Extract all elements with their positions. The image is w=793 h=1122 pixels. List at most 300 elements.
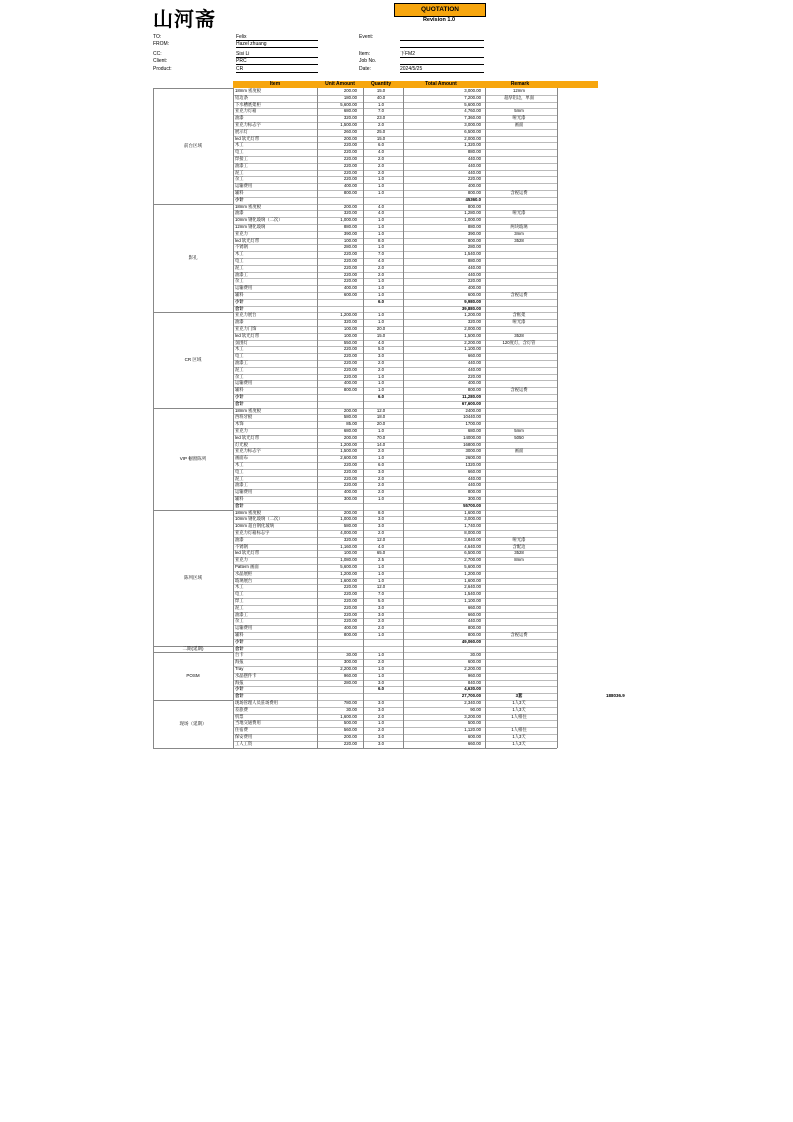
cell-total: 800.00 — [467, 387, 481, 393]
cell-qty: 1.0 — [378, 380, 384, 386]
cell-item: 油漆工 — [235, 360, 248, 365]
cell-unit: 85.00 — [346, 421, 357, 427]
cell-unit: 100.00 — [343, 326, 357, 331]
cell-qty: 6.0 — [378, 462, 384, 467]
cell-item: 亚克力标志字 — [235, 448, 261, 454]
cell-total: 2,000.00 — [464, 135, 481, 141]
cell-qty: 2.0 — [378, 530, 384, 535]
cell-item: 辅料 — [235, 496, 244, 501]
cell-remark: 3mm — [514, 230, 524, 236]
cell-total: 1,100.00 — [464, 346, 481, 352]
cell-unit: 2,600.00 — [340, 455, 357, 461]
cell-total: 30.00 — [470, 652, 481, 658]
cell-unit: 220.00 — [343, 142, 357, 148]
cell-unit: 220.00 — [343, 611, 357, 617]
cell-item: 泥工 — [235, 475, 244, 481]
cell-total: 1,540.00 — [464, 591, 481, 597]
cell-unit: 220.00 — [343, 278, 357, 284]
cell-qty: 14.0 — [376, 441, 386, 447]
cell-unit: 220.00 — [343, 360, 357, 365]
cc-label: CC: — [153, 51, 162, 57]
cell-qty: 1.0 — [378, 292, 384, 297]
cell-remark — [483, 136, 555, 143]
cell-qty: 4.0 — [378, 203, 384, 209]
from-value: Hazel zhuang — [236, 41, 267, 47]
cell-remark — [483, 102, 555, 109]
cell-item: 亚克力 — [235, 428, 248, 433]
cell-total: 6,500.00 — [464, 128, 481, 134]
cell-qty: 1.0 — [378, 224, 384, 229]
cell-remark: 含框架 — [512, 312, 526, 318]
cell-unit — [317, 306, 357, 313]
cell-unit: 200.00 — [343, 434, 357, 440]
cell-remark — [483, 197, 555, 204]
cell-item: led 软光灯带 — [235, 434, 260, 440]
cell-item: 小计 — [235, 298, 244, 304]
cell-remark — [483, 374, 555, 381]
cell-qty — [363, 306, 399, 313]
cell-remark — [483, 482, 555, 489]
cell-qty: 1.0 — [378, 632, 384, 637]
cell-item: 差旅费 — [235, 706, 248, 712]
cell-item: 铝边条 — [235, 94, 248, 100]
cell-unit: 400.00 — [343, 489, 357, 495]
cell-total: 400.00 — [467, 183, 481, 189]
cell-qty: 7.0 — [378, 108, 384, 114]
cell-total: 1320.00 — [465, 462, 481, 467]
cell-unit: 220.00 — [343, 618, 357, 624]
cell-qty: 2.0 — [378, 264, 384, 270]
cell-item: 水晶摆件卡 — [235, 672, 257, 678]
cell-remark — [483, 455, 555, 462]
cell-unit: 800.00 — [343, 632, 357, 637]
cell-item: 海报 — [235, 659, 244, 665]
cell-unit: 100.00 — [343, 237, 357, 243]
cell-item: Tray — [235, 666, 244, 671]
cell-remark: 含税运费 — [510, 190, 528, 195]
cell-remark — [483, 149, 555, 156]
cell-item: Pattern 画面 — [235, 564, 259, 569]
cell-unit: 400.00 — [343, 625, 357, 631]
cell-qty: 2.0 — [378, 727, 384, 733]
cell-unit: 300.00 — [343, 659, 357, 665]
cell-unit: 1,200.00 — [340, 570, 357, 576]
cell-unit: 1,160.00 — [340, 543, 357, 549]
cell-total: 6,500.00 — [464, 550, 481, 556]
cell-qty: 2.5 — [378, 557, 384, 563]
cell-remark: 含税运费 — [510, 387, 528, 393]
cell-item: 18mm 密度板 — [235, 407, 262, 413]
cell-item: 焊工 — [235, 598, 244, 603]
cell-remark — [483, 646, 555, 653]
cell-item: 合计 — [235, 400, 244, 406]
product-label: Product: — [153, 66, 172, 72]
cell-total: 660.00 — [467, 468, 481, 474]
cell-unit: 200.00 — [343, 407, 357, 413]
cell-remark — [483, 251, 555, 258]
cell-item: 运输费用 — [235, 183, 253, 189]
cell-total: 1,740.00 — [464, 523, 481, 529]
cell-remark — [483, 163, 555, 170]
cell-item: 工人工资 — [235, 740, 253, 746]
cell-item: 电工 — [235, 258, 244, 263]
section-name: CR 区域 — [184, 357, 202, 362]
cell-remark: 含税运费 — [510, 632, 528, 637]
cell-qty: 12.0 — [376, 407, 386, 413]
cc-value: Sisi Li — [236, 51, 250, 57]
product-value: CR — [236, 66, 244, 72]
cell-item: 亚克力标志字 — [235, 122, 261, 127]
cell-qty: 2.0 — [378, 659, 384, 665]
cell-item: 亚克力灯箱 — [235, 108, 257, 114]
cell-total: 67,600.00 — [461, 400, 481, 406]
cell-remark: 3套 — [515, 693, 523, 699]
cell-item: 辅料 — [235, 387, 244, 393]
cell-total: 320.00 — [467, 319, 481, 325]
cell-item: 杂工 — [235, 373, 244, 379]
cell-unit: 280.00 — [343, 244, 357, 250]
cell-unit: 580.00 — [343, 414, 357, 420]
cell-remark — [483, 285, 555, 292]
cell-total: 220.00 — [467, 278, 481, 284]
cell-qty: 3.0 — [378, 679, 384, 685]
cell-unit: 220.00 — [343, 740, 357, 746]
cell-qty: 3.0 — [378, 740, 384, 746]
cell-remark — [483, 204, 555, 211]
cell-item: 合计 — [235, 645, 244, 651]
cell-remark: 3528 — [514, 332, 524, 338]
cell-item: 泥工 — [235, 169, 244, 175]
cell-item: 木工 — [235, 346, 244, 352]
cell-qty: 2.0 — [378, 475, 384, 481]
cell-item: 玻璃展台 — [235, 577, 253, 583]
cell-item: 油漆工 — [235, 271, 248, 277]
cell-item: 木工 — [235, 584, 244, 590]
cell-total: 2,340.00 — [464, 700, 481, 705]
section-name: 影孔 — [188, 255, 198, 260]
section-name: VIP 橱窗陈列 — [179, 455, 207, 461]
cell-total: 440.00 — [467, 618, 481, 624]
cell-qty: 1.0 — [378, 387, 384, 393]
cell-remark — [483, 523, 555, 530]
grid-line — [153, 88, 154, 748]
cell-item: led 软光灯带 — [235, 332, 260, 338]
cell-unit: 220.00 — [343, 176, 357, 182]
cell-qty: 1.0 — [378, 666, 384, 671]
cell-remark: 1人3天 — [512, 734, 526, 739]
cell-qty: 3.0 — [378, 734, 384, 739]
cell-item: 小计 — [235, 196, 244, 202]
cell-item: 小计 — [235, 638, 244, 644]
cell-remark: 3528 — [514, 550, 524, 556]
cell-total: 1,600.00 — [464, 577, 481, 583]
cell-item: 18mm 密度板 — [235, 203, 262, 209]
cell-remark — [483, 659, 555, 666]
cell-unit: 220.00 — [343, 156, 357, 161]
cell-unit: 200.00 — [343, 135, 357, 141]
cell-remark — [483, 258, 555, 265]
cell-total: 27,700.00 — [461, 693, 481, 699]
cell-remark — [483, 652, 555, 659]
cell-item: 亚克力门饰 — [235, 326, 257, 331]
cell-unit: 1,600.00 — [340, 577, 357, 583]
cell-unit: 5,600.00 — [340, 101, 357, 107]
cell-unit: 220.00 — [343, 468, 357, 474]
cell-unit: 220.00 — [343, 169, 357, 175]
cell-qty: 2.0 — [378, 366, 384, 372]
cell-qty: 1.0 — [378, 652, 384, 658]
cell-item: 合计 — [235, 305, 244, 311]
cell-total: 440.00 — [467, 169, 481, 175]
cell-qty: 4.0 — [378, 543, 384, 549]
cell-qty: 65.0 — [376, 550, 386, 556]
cell-unit: 220.00 — [343, 162, 357, 168]
cell-qty: 2.0 — [378, 122, 384, 127]
cell-item: 10mm 超白钢化玻璃 — [235, 523, 274, 529]
cell-total: 440.00 — [467, 482, 481, 488]
cell-qty: 2.0 — [378, 162, 384, 168]
cell-total: 1,200.00 — [464, 312, 481, 318]
cell-total: 5,600.00 — [464, 564, 481, 569]
col-total: Total Amount — [425, 81, 457, 87]
cell-unit: 1,080.00 — [340, 557, 357, 563]
cell-qty: 2.0 — [378, 482, 384, 488]
cell-item: 泥工 — [235, 604, 244, 610]
cell-total: 400.00 — [467, 380, 481, 386]
section-divider — [153, 312, 233, 313]
col-remark: Remark — [510, 81, 530, 87]
cell-total: 3,200.00 — [464, 713, 481, 719]
cell-item: 油漆工 — [235, 611, 248, 617]
cell-remark — [483, 360, 555, 367]
cell-total: 880.00 — [467, 149, 481, 155]
cell-unit — [317, 503, 357, 510]
cell-remark — [483, 591, 555, 598]
cell-total: 600.00 — [467, 734, 481, 739]
cell-qty — [363, 401, 399, 408]
cell-unit: 400.00 — [343, 183, 357, 189]
cell-qty: 6.0 — [378, 298, 384, 304]
cell-total: 800.00 — [467, 203, 481, 209]
cell-total: 960.00 — [467, 672, 481, 678]
from-label: FROM: — [153, 41, 170, 47]
cell-qty: 3.0 — [378, 604, 384, 610]
cell-qty: 1.0 — [378, 319, 384, 325]
cell-remark — [483, 183, 555, 190]
cell-unit: 200.00 — [343, 203, 357, 209]
section-divider — [153, 408, 233, 409]
cell-item: 木工 — [235, 462, 244, 467]
cell-remark — [483, 503, 555, 510]
cell-total: 880.00 — [467, 258, 481, 263]
section-name: 前台区域 — [184, 142, 202, 148]
cell-unit: 5,600.00 — [340, 564, 357, 569]
cell-total: 1,200.00 — [464, 570, 481, 576]
cell-total: 2,000.00 — [464, 326, 481, 331]
cell-unit — [317, 639, 357, 646]
cell-unit: 4,000.00 — [340, 530, 357, 535]
cell-qty: 1.0 — [378, 285, 384, 291]
col-qty: Quantity — [370, 81, 392, 87]
cell-qty: 2.0 — [378, 625, 384, 631]
cell-unit: 500.00 — [343, 720, 357, 726]
cell-total: 55700.00 — [463, 502, 481, 508]
cell-item: 不锈钢 — [235, 543, 248, 549]
cell-item: led 软光灯带 — [235, 550, 260, 556]
table-header — [233, 81, 557, 88]
cell-item: 水晶展柜 — [235, 570, 253, 576]
cell-total: 440.00 — [467, 156, 481, 161]
section-name: 二期(延期) — [182, 646, 204, 651]
header-accent — [557, 81, 598, 88]
cell-remark: 画面 — [514, 448, 524, 454]
cell-item: 运输费用 — [235, 489, 253, 495]
cell-remark: 5050 — [514, 434, 524, 440]
cell-remark: 哑光漆 — [512, 319, 526, 325]
cell-total: 660.00 — [467, 611, 481, 617]
cell-item: 泥工 — [235, 366, 244, 372]
cell-item: 电工 — [235, 353, 244, 359]
item-label: Item: — [359, 51, 371, 57]
cell-qty: 6.0 — [378, 394, 384, 399]
cell-item: 运输费用 — [235, 285, 253, 291]
cell-item: 油漆工 — [235, 482, 248, 488]
cell-total: 660.00 — [467, 604, 481, 610]
cell-remark — [483, 244, 555, 251]
cell-unit: 300.00 — [343, 496, 357, 501]
cell-total: 2600.00 — [465, 455, 481, 461]
cell-remark — [483, 686, 555, 693]
cell-total: 8,000.00 — [464, 530, 481, 535]
cell-qty: 1.0 — [378, 373, 384, 379]
cell-qty: 3.0 — [378, 700, 384, 705]
cell-remark — [483, 408, 555, 415]
cell-qty: 2.0 — [378, 360, 384, 365]
cell-item: 住宿费 — [235, 727, 248, 733]
cell-remark — [483, 380, 555, 387]
cell-qty: 5.0 — [378, 346, 384, 352]
cell-qty: 1.0 — [378, 312, 384, 318]
cell-remark — [483, 605, 555, 612]
cell-remark: 1人相往 — [511, 713, 527, 719]
cell-qty: 3.0 — [378, 611, 384, 617]
cell-total: 2,200.00 — [464, 339, 481, 345]
cell-remark: 超厚铝边，单面 — [503, 94, 535, 100]
cell-qty: 2.0 — [378, 156, 384, 161]
cell-qty: 3.0 — [378, 706, 384, 712]
cell-total: 840.00 — [467, 679, 481, 685]
cell-unit: 800.00 — [343, 387, 357, 393]
cell-qty: 1.0 — [378, 564, 384, 569]
cell-remark — [483, 353, 555, 360]
cell-remark — [483, 442, 555, 449]
cell-item: 焊接工 — [235, 156, 248, 161]
cell-total — [403, 646, 481, 653]
cell-unit: 180.00 — [343, 94, 357, 100]
cell-remark: 1人3天 — [512, 706, 526, 712]
cell-remark — [483, 720, 555, 727]
cell-item: 运输费用 — [235, 380, 253, 386]
cell-unit: 220.00 — [343, 482, 357, 488]
cell-unit — [317, 646, 357, 653]
grid-line — [485, 88, 486, 748]
cell-item: 合计 — [235, 502, 244, 508]
cell-unit: 320.00 — [343, 115, 357, 121]
cell-unit: 220.00 — [343, 353, 357, 359]
section-divider — [153, 204, 233, 205]
section-divider — [153, 510, 233, 511]
cell-remark — [483, 673, 555, 680]
cell-remark: 含配边 — [512, 543, 526, 549]
cell-item: 台卡 — [235, 652, 244, 658]
cell-unit — [317, 401, 357, 408]
grid-line — [557, 88, 558, 748]
cell-unit — [317, 394, 357, 401]
cell-unit: 220.00 — [343, 604, 357, 610]
cell-unit: 100.00 — [343, 550, 357, 556]
cell-remark: 8mm — [514, 557, 524, 563]
cell-total: 660.00 — [467, 353, 481, 359]
cell-qty: 25.0 — [376, 128, 386, 134]
cell-total: 800.00 — [467, 632, 481, 637]
cell-item: 氛围灯 — [235, 339, 248, 345]
cell-unit: 1,200.00 — [340, 312, 357, 318]
cell-item: 10mm 钢化玻璃（二次） — [235, 516, 283, 522]
cell-qty: 1.0 — [378, 672, 384, 678]
cell-item: 12mm 钢化玻璃 — [235, 224, 266, 229]
cell-unit: 550.00 — [343, 339, 357, 345]
event-label: Event: — [359, 34, 374, 40]
to-label: TO: — [153, 34, 162, 40]
cell-total: 3000.00 — [465, 448, 481, 454]
cell-remark — [483, 217, 555, 224]
cell-unit: 1,600.00 — [340, 713, 357, 719]
cell-item: 机票 — [235, 713, 244, 719]
cell-item: 亚克力展台 — [235, 312, 257, 318]
cell-unit: 200.00 — [343, 509, 357, 515]
cell-remark: 1人3天 — [512, 700, 526, 705]
cell-qty: 6.0 — [378, 142, 384, 148]
cell-remark — [483, 401, 555, 408]
cell-remark: 5mm — [514, 108, 524, 114]
cell-remark — [483, 496, 555, 503]
cell-qty: 1.0 — [378, 455, 384, 461]
cell-qty: 8.0 — [378, 237, 384, 243]
cell-remark: 1人相往 — [511, 727, 527, 733]
cell-qty — [363, 503, 399, 510]
cell-unit: 1,200.00 — [340, 441, 357, 447]
cell-total: 680.00 — [467, 428, 481, 433]
cell-total: 800.00 — [467, 237, 481, 243]
cell-unit: 400.00 — [343, 380, 357, 386]
cell-total: 660.00 — [467, 740, 481, 746]
cell-remark — [483, 462, 555, 469]
cell-qty — [363, 639, 399, 646]
cell-item: 展示灯 — [235, 128, 248, 134]
grid-line — [403, 88, 404, 748]
cell-unit: 220.00 — [343, 366, 357, 372]
cell-qty: 1.0 — [378, 101, 384, 107]
col-unit: Unit Amount — [325, 81, 355, 87]
cell-unit: 880.00 — [343, 224, 357, 229]
cell-qty: 4.0 — [378, 210, 384, 216]
cell-remark — [483, 476, 555, 483]
cell-item: 木工 — [235, 251, 244, 257]
cell-total: 39,880.00 — [461, 305, 481, 311]
cell-unit — [317, 197, 357, 204]
cell-item: 灯光板 — [235, 441, 248, 447]
cell-total: 2,640.00 — [464, 584, 481, 590]
